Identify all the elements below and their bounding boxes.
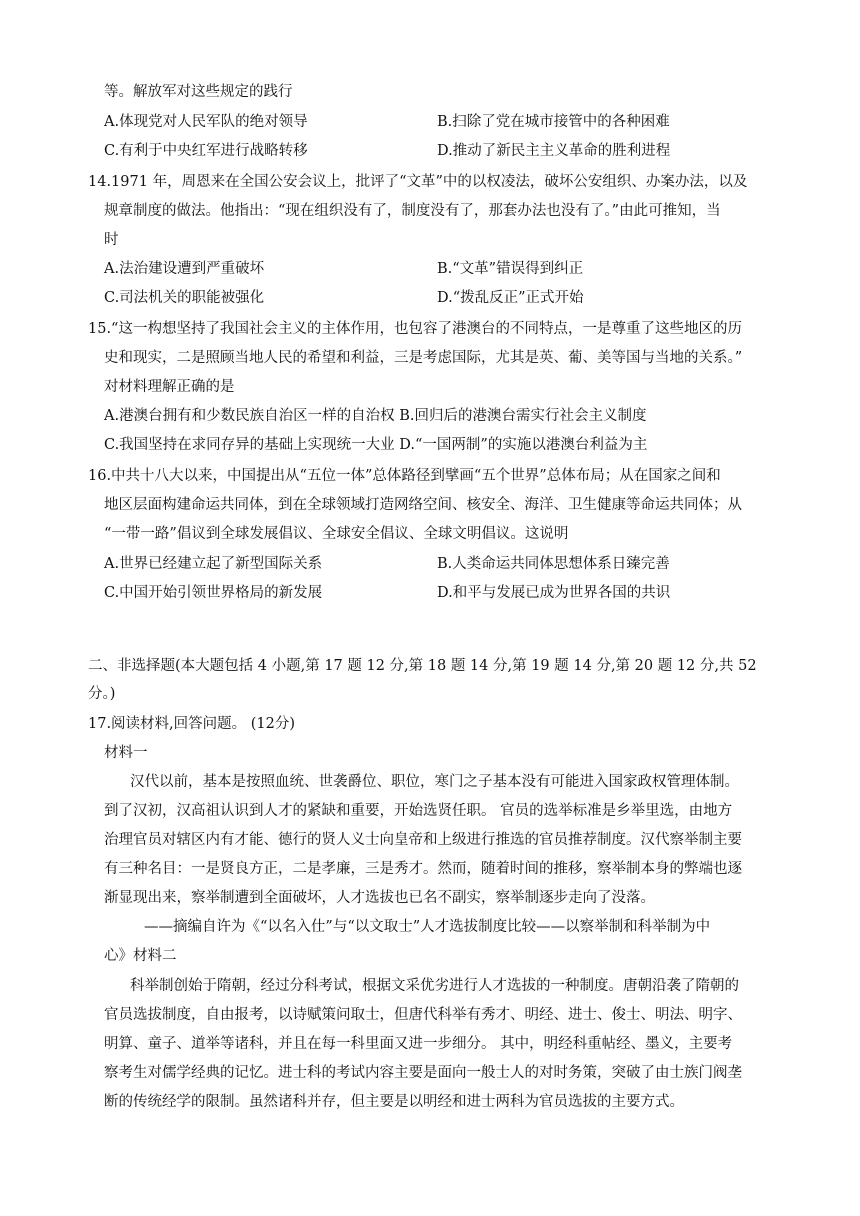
q17-material2-line-3: 明算、童子、道举等诸科，并且在每一科里面又进一步细分。 其中，明经科重帖经、墨义，主要考 — [104, 1036, 733, 1052]
q16-stem-line-1: 16.中共十八大以来，中国提出从“五位一体”总体路径到擘画“五个世界”总体布局；从在国家之间和 — [88, 468, 721, 484]
q17-material2-line-5: 断的传统经学的限制。虽然诸科并存，但主要是以明经和进士两科为官员选拔的主要方式。 — [104, 1094, 684, 1110]
q16-option-b: B.人类命运共同体思想体系日臻完善 — [437, 556, 670, 572]
q14-option-c: C.司法机关的职能被强化 — [104, 290, 265, 306]
q15-option-ab: A.港澳台拥有和少数民族自治区一样的自治权 B.回归后的港澳台需实行社会主义制度 — [104, 408, 647, 424]
q16-stem-line-3: “一带一路”倡议到全球发展倡议、全球安全倡议、全球文明倡议。这说明 — [104, 526, 569, 542]
q16-option-c: C.中国开始引领世界格局的新发展 — [104, 585, 323, 601]
q17-material1-line-1: 汉代以前，基本是按照血统、世袭爵位、职位，寒门之子基本没有可能进入国家政权管理体制。 — [130, 774, 739, 790]
q13-option-d: D.推动了新民主主义革命的胜利进程 — [437, 143, 671, 159]
q14-stem-line-2: 规章制度的做法。他指出：“现在组织没有了，制度没有了，那套办法也没有了。”由此可推知，当 — [104, 203, 721, 219]
q17-material1-line-5: 渐显现出来，察举制遭到全面破坏，人才选拔也已名不副实，察举制逐步走向了没落。 — [104, 890, 655, 906]
q14-option-b: B.“文革”错误得到纠正 — [437, 261, 584, 277]
q15-option-cd: C.我国坚持在求同存异的基础上实现统一大业 D.“一国两制”的实施以港澳台利益为主 — [104, 437, 648, 453]
q17-source-line-2: 心》材料二 — [104, 948, 177, 964]
q16-option-d: D.和平与发展已成为世界各国的共识 — [437, 585, 671, 601]
q17-material2-line-4: 察考生对儒学经典的记忆。进士科的考试内容主要是面向一般士人的对时务策，突破了由士族门阀垄 — [104, 1065, 742, 1081]
q17-material1-label: 材料一 — [104, 745, 148, 761]
q14-option-d: D.“拨乱反正”正式开始 — [437, 290, 584, 306]
q16-stem-line-2: 地区层面构建命运共同体，到在全球领域打造网络空间、核安全、海洋、卫生健康等命运共同体；从 — [104, 497, 742, 513]
q13-option-b: B.扫除了党在城市接管中的各种困难 — [437, 114, 670, 130]
q17-material2-line-1: 科举制创始于隋朝，经过分科考试，根据文采优劣进行人才选拔的一种制度。唐朝沿袭了隋朝的 — [130, 978, 739, 994]
q15-stem-line-1: 15.“这一构想坚持了我国社会主义的主体作用，也包容了港澳台的不同特点，一是尊重了这些地区的历 — [88, 321, 742, 337]
section2-heading-line-2: 分。) — [88, 686, 116, 702]
section2-heading-line-1: 二、非选择题(本大题包括 4 小题,第 17 题 12 分,第 18 题 14 分,第 19 题 14 分,第 20 题 12 分,共 52 — [88, 658, 757, 674]
q13-stem-end: 等。解放军对这些规定的践行 — [104, 84, 293, 100]
q13-option-a: A.体现党对人民军队的绝对领导 — [104, 114, 308, 130]
q17-material1-line-2: 到了汉初，汉高祖认识到人才的紧缺和重要，开始选贤任职。 官员的选举标准是乡举里选，由地方 — [104, 803, 733, 819]
q17-source-line-1: ——摘编自许为《“以名入仕”与“以文取士”人才选拔制度比较——以察举制和科举制为中 — [144, 919, 711, 935]
q17-material2-line-2: 官员选拔制度，自由报考，以诗赋策问取士，但唐代科举有秀才、明经、进士、俊士、明法、明字、 — [104, 1007, 742, 1023]
q15-stem-line-3: 对材料理解正确的是 — [104, 379, 235, 395]
q14-option-a: A.法治建设遭到严重破坏 — [104, 261, 265, 277]
q15-stem-line-2: 史和现实，二是照顾当地人民的希望和利益，三是考虑国际，尤其是英、葡、美等国与当地的关系。” — [104, 350, 743, 366]
q17-material1-line-3: 治理官员对辖区内有才能、德行的贤人义士向皇帝和上级进行推选的官员推荐制度。汉代察举制主要 — [104, 832, 742, 848]
q14-stem-line-3: 时 — [104, 232, 119, 248]
q17-material1-line-4: 有三种名目：一是贤良方正，二是孝廉，三是秀才。然而，随着时间的推移，察举制本身的弊端也逐 — [104, 861, 742, 877]
q16-option-a: A.世界已经建立起了新型国际关系 — [104, 556, 323, 572]
q17-title: 17.阅读材料,回答问题。 (12分) — [88, 716, 296, 732]
q14-stem-line-1: 14.1971 年，周恩来在全国公安会议上，批评了“文革”中的以权凌法，破坏公安组织、办案办法，以及 — [88, 174, 748, 190]
q13-option-c: C.有利于中央红军进行战略转移 — [104, 143, 308, 159]
